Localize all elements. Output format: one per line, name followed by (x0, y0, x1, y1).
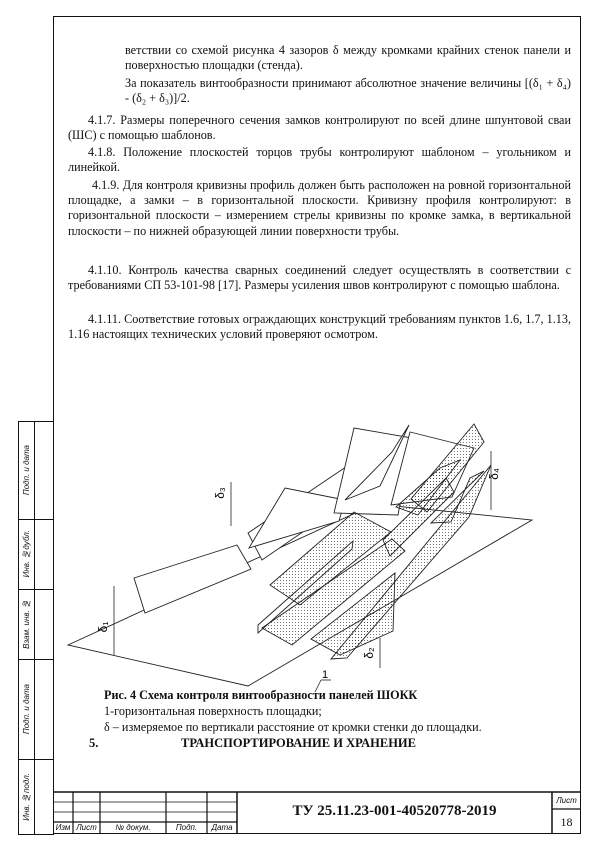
paragraph-4-1-7: 4.1.7. Размеры поперечного сечения замков контролируют по всей длине шпунтовой сваи (ШС) с помощью шаблонов. (68, 113, 571, 143)
figure-caption-line-1: 1-горизонтальная поверхность площадки; (104, 704, 322, 718)
figure-caption-line-2: δ – измеряемое по вертикали расстояние от кромки стенки до площадки. (104, 720, 482, 734)
paragraph-4-1-8: 4.1.8. Положение плоскостей торцов трубы контролируют шаблоном – угольником и линейкой. (68, 145, 571, 175)
document-designation: ТУ 25.11.23-001-40520778-2019 (292, 803, 497, 819)
col-label-date: Дата (211, 823, 233, 832)
section-title: ТРАНСПОРТИРОВАНИЕ И ХРАНЕНИЕ (181, 736, 416, 750)
sheet-number: 18 (560, 815, 573, 829)
stamp-orig-inv: Инв. №подл. (22, 773, 31, 821)
label-delta-3: δ₃ (213, 487, 227, 499)
col-label-sheet: Лист (76, 823, 97, 832)
paragraph-4-1-11: 4.1.11. Соответствие готовых ограждающих конструкций требованиям пунктов 1.6, 1.7, 1.13, 1.16 настоящих технических условий проверяют осмотром. (68, 312, 571, 342)
stamp-replace-inv: Взам. инв. № (22, 599, 31, 649)
col-label-doc-no: № докум. (115, 823, 151, 832)
stamp-dup-inv: Инв. №дубл. (22, 530, 31, 578)
stamp-sign-date-1: Подп. и дата (22, 444, 31, 496)
paragraph-4-1-10: 4.1.10. Контроль качества сварных соединений следует осуществлять в соответствии с требованиями СП 53-101-98 [17]. Размеры усиления швов контролируют с помощью шаблона. (68, 263, 571, 293)
label-delta-2: δ₂ (362, 647, 376, 659)
figure-caption-title: Рис. 4 Схема контроля винтообразности панелей ШОКК (104, 688, 418, 702)
paragraph-4-1-9: 4.1.9. Для контроля кривизны профиль должен быть расположен на ровной горизонтальной площадке, а замки – в горизонтальной плоскости. Кривизну профиля контролируют: в горизонтальной плоскости – измерением стрелы кривизны по кромке замка, в вертикальной плоскости – по нижней образующей линии поверхности трубы. (68, 178, 571, 238)
label-delta-1: δ₁ (96, 621, 110, 633)
paragraph-continuation: ветствии со схемой рисунка 4 зазоров δ между кромками крайних стенок панели и поверхностью площадки (стенда). (125, 43, 571, 73)
label-delta-4: δ₄ (487, 468, 501, 480)
section-number: 5. (89, 736, 99, 750)
label-item-1: 1 (321, 669, 329, 681)
col-label-change: Изм (55, 823, 71, 832)
sheet-label: Лист (556, 796, 577, 805)
col-label-signature: Подп. (175, 823, 198, 832)
paragraph-continuation-2: За показатель винтообразности принимают абсолютное значение величины [(δ₁ + δ₄) - (δ₂ + δ₃)]/2. (125, 76, 571, 106)
stamp-sign-date-2: Подп. и дата (22, 683, 31, 735)
